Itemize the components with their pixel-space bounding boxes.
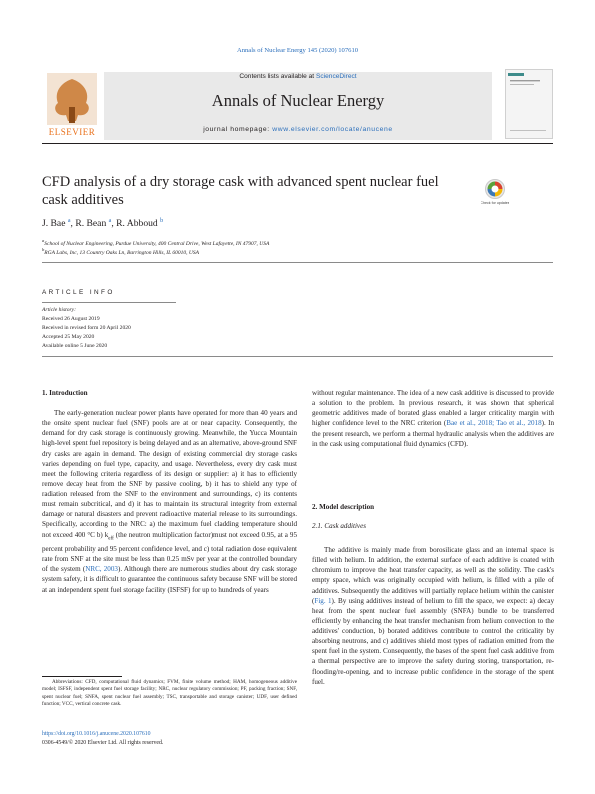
affiliation-mark: b [42, 247, 45, 252]
journal-cover-thumbnail [505, 69, 553, 139]
affiliation-text: School of Nuclear Engineering, Purdue University, 400 Central Drive, West Lafayette, IN 47907, USA [44, 240, 270, 247]
homepage-link[interactable]: www.elsevier.com/locate/anucene [272, 126, 393, 133]
sciencedirect-link[interactable]: ScienceDirect [315, 73, 357, 80]
copyright-line: 0306-4549/© 2020 Elsevier Ltd. All rights reserved. [42, 740, 164, 746]
text-run: ). In the present research, we perform a thermal hydraulic analysis when the additives are in the cask using computational fluid dynamics (CFD). [312, 419, 554, 448]
check-badge-label: Check for updates [481, 201, 509, 205]
affiliation-divider [42, 262, 553, 263]
history-item: Available online 5 June 2020 [42, 343, 108, 349]
journal-reference[interactable]: Annals of Nuclear Energy 145 (2020) 107610 [236, 47, 359, 54]
section-heading: 2. Model description [312, 503, 375, 511]
model-description-body [312, 545, 554, 687]
article-info-rule [42, 302, 176, 303]
history-item: Received in revised form 20 April 2020 [42, 325, 131, 331]
check-for-updates-badge[interactable] [481, 178, 509, 210]
article-title: CFD analysis of a dry storage cask with advanced spent nuclear fuel cask additives [42, 174, 439, 208]
history-label: Article history: [42, 307, 77, 313]
check-for-updates-icon [481, 178, 509, 210]
history-item: Received 26 August 2019 [42, 316, 100, 322]
journal-homepage [104, 126, 492, 133]
author-name[interactable]: R. Bean [75, 218, 107, 230]
affiliation [42, 238, 269, 247]
contents-line [104, 73, 492, 80]
text-run: ). Although there are numerous studies about dry cask storage system safety, it is difficult to guarantee the continuous safety because SNF will be stored at an independent spent fuel storage facility (ISFSF) for up to hundreds of years [42, 565, 298, 594]
affiliation-mark: a [42, 238, 45, 243]
subsection-heading: 2.1. Cask additives [312, 522, 366, 530]
text-run: without regular maintenance. The idea of a new cask additive is discussed to provide a solution to the problem. In previous research, it was shown that spherical geometric additives made of borated glass enabled a larger criticality margin with higher confidence level to the NRC criterion ( [312, 389, 554, 428]
history-item: Accepted 25 May 2020 [42, 334, 95, 340]
cover-image-icon [506, 70, 552, 138]
abbreviations-footnote: Abbreviations: CFD, computational fluid dynamics; FVM, finite volume method; HAM, homogeneous additive model; ISFSF, independent spent fuel storage facility; NRC, nuclear regulatory commission; PF, packing fraction; SNF, spent nuclear fuel; SNFA, spent nuclear fuel assembly; TSC, transportable and storage canister; UDF, user defined function; VCC, vertical concrete cask. [42, 679, 297, 708]
text-run: ). By using additives instead of helium to fill the space, we expect: a) decay heat from the spent nuclear fuel assembly (SNFA) bundle to be transferred efficiently by enhancing the heat transfer mechanism from helium convection to the additives' conduction, b) borated additives contribute to control the criticality by absorbing neutrons, and c) additives shield most types of radiation emitted from the spent fuel in the system. Consequently, the bases of the spent fuel cask additive from a thermal perspective are to improve the safety during storing, transportation, re-flooding/re-opening, and to increase public confidence in the storage of the spent fuel. [312, 596, 555, 686]
homepage-prefix: journal homepage: [203, 126, 273, 133]
author-name[interactable]: R. Abboud [116, 218, 158, 230]
article-info-heading: ARTICLE INFO [42, 289, 115, 296]
citation-link[interactable]: NRC, 2003 [85, 565, 118, 574]
intro-paragraph-continued [312, 388, 554, 449]
footnote-rule [42, 676, 122, 677]
contents-prefix: Contents lists available at [239, 73, 316, 80]
right-column-body [312, 388, 554, 449]
author-affiliation-mark[interactable]: a [108, 218, 112, 224]
masthead [42, 69, 492, 142]
elsevier-tree-icon [42, 69, 102, 142]
figure-link[interactable]: Fig. 1 [314, 596, 332, 605]
article-info-bottom-rule [42, 356, 553, 357]
text-run: (the neutron multiplication factor)must not exceed 0.95, at a 95 percent probability and 95 percent confidence level, and c) total radiation dose equivalent rate from SNF at the site must be less than 0.25 mSv per year at the controlled boundary of the system ( [42, 530, 297, 574]
text-run: The additive is mainly made from borosilicate glass and an internal space is filled with helium. In addition, the external surface of each additive is coated with chromium to improve the heat transfer capacity, as well as the solidity. The cask's empty space, which was originally occupied with helium, is filled with a pile of additives. Subsequently the additives will partially replace helium within the canister ( [312, 546, 554, 605]
author-affiliation-mark[interactable]: b [160, 218, 164, 224]
intro-paragraph [42, 408, 297, 595]
journal-title: Annals of Nuclear Energy [211, 91, 385, 110]
text-run: The early-generation nuclear power plants have operated for more than 40 years and the onsite spent nuclear fuel (SNF) pools are at or near capacity. Consequently, the demand for dry cask storage is continuously growing. Meanwhile, the Yucca Mountain high-level spent fuel repository is being delayed and as an alternative, above-ground SNF dry casks are again in demand. The design of existing commercial dry storage casks varies depending on fuel type, capacity, and usage. Nevertheless, every dry cask must meet the following criteria regardless of its design or supplier: a) it has to efficiently remove decay heat from the SNF by passive cooling, b) it has to shield any type of radiation released from the SNF to the environment and surroundings, c) its contents must remain subcritical, and d) it has to maintain its structural integrity from external damage or natural disasters and prevent radioactive material release to its surroundings. Specifically, according to the NRC: a) the maximum fuel cladding temperature should not exceed 400 °C b) k [42, 409, 297, 539]
affiliation [42, 247, 199, 256]
author-name[interactable]: J. Bae [42, 218, 66, 230]
keff-subscript: eff [108, 535, 114, 541]
elsevier-wordmark: ELSEVIER [48, 127, 96, 137]
left-column-body [42, 408, 297, 595]
citation-link[interactable]: Bae et al., 2018; Tao et al., 2018 [446, 419, 542, 428]
affiliation-text: RGA Labs, Inc, 13 Country Oaks Ln, Barrington Hills, IL 60010, USA [44, 249, 200, 256]
additives-paragraph [312, 545, 554, 687]
masthead-divider [42, 143, 553, 144]
doi-link[interactable]: https://doi.org/10.1016/j.anucene.2020.107610 [42, 731, 151, 737]
author-affiliation-mark[interactable]: a [67, 218, 71, 224]
section-heading: 1. Introduction [42, 389, 88, 397]
elsevier-logo [42, 69, 102, 142]
author-list: J. Bae $^a$, R. Bean $^a$, R. Abboud $^b$ [42, 218, 164, 230]
